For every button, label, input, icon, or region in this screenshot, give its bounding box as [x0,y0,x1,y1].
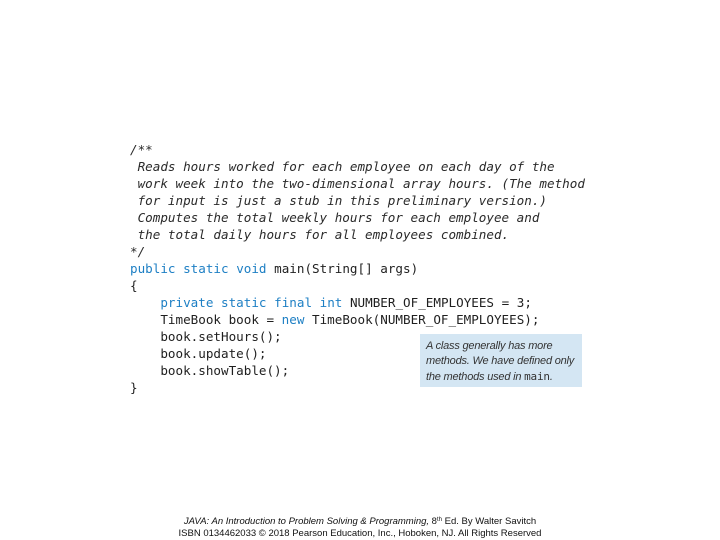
doc-comment-line: Reads hours worked for each employee on each day of the [130,159,555,174]
signature-rest: main(String[] args) [266,261,419,276]
keyword-int: int [319,295,343,310]
keyword-new: new [281,312,305,327]
keyword-static: static [183,261,229,276]
method-signature-line [130,260,585,277]
doc-comment-line: work week into the two-dimensional array hours. (The method [130,176,585,191]
open-brace-line: { [130,278,138,293]
keyword-public: public [130,261,176,276]
callout-code: main [524,370,550,383]
edition-number: 8 [431,516,437,527]
creation-after: TimeBook(NUMBER_OF_EMPLOYEES); [304,312,540,327]
callout-text: . [549,371,553,383]
indent [130,312,160,327]
doc-comment-line: for input is just a stub in this preliminary version.) [130,193,548,208]
copyright-footer [0,514,720,540]
indent [130,295,160,310]
footer-line-1 [0,514,720,528]
callout-text: the methods used in [426,371,525,383]
creation-before: TimeBook book = [160,312,282,327]
book-title: JAVA: An Introduction to Problem Solving & Programming, [183,516,430,527]
callout-line [426,369,576,385]
callout-line: methods. We have defined only [426,355,575,367]
close-brace-line: } [130,380,138,395]
annotation-callout [420,334,582,387]
method-call-line: book.setHours(); [130,329,282,344]
doc-comment-line: */ [130,244,146,259]
doc-comment-line: the total daily hours for all employees combined. [130,227,510,242]
footer-line-2: ISBN 0134462033 © 2018 Pearson Education, Inc., Hoboken, NJ. All Rights Reserved [178,528,542,539]
keyword-void: void [236,261,267,276]
keyword-final: final [274,295,313,310]
doc-comment-line: Computes the total weekly hours for each employee and [130,210,540,225]
edition-author: Ed. By Walter Savitch [441,516,537,527]
constant-declaration-line [130,294,585,311]
object-creation-line [130,311,585,328]
keyword-static: static [221,295,267,310]
callout-line: A class generally has more [426,340,553,352]
doc-comment-line: /** [130,142,153,157]
edition-suffix: th [436,517,442,523]
keyword-private: private [160,295,214,310]
method-call-line: book.update(); [130,346,267,361]
declaration-rest: NUMBER_OF_EMPLOYEES = 3; [342,295,532,310]
method-call-line: book.showTable(); [130,363,290,378]
